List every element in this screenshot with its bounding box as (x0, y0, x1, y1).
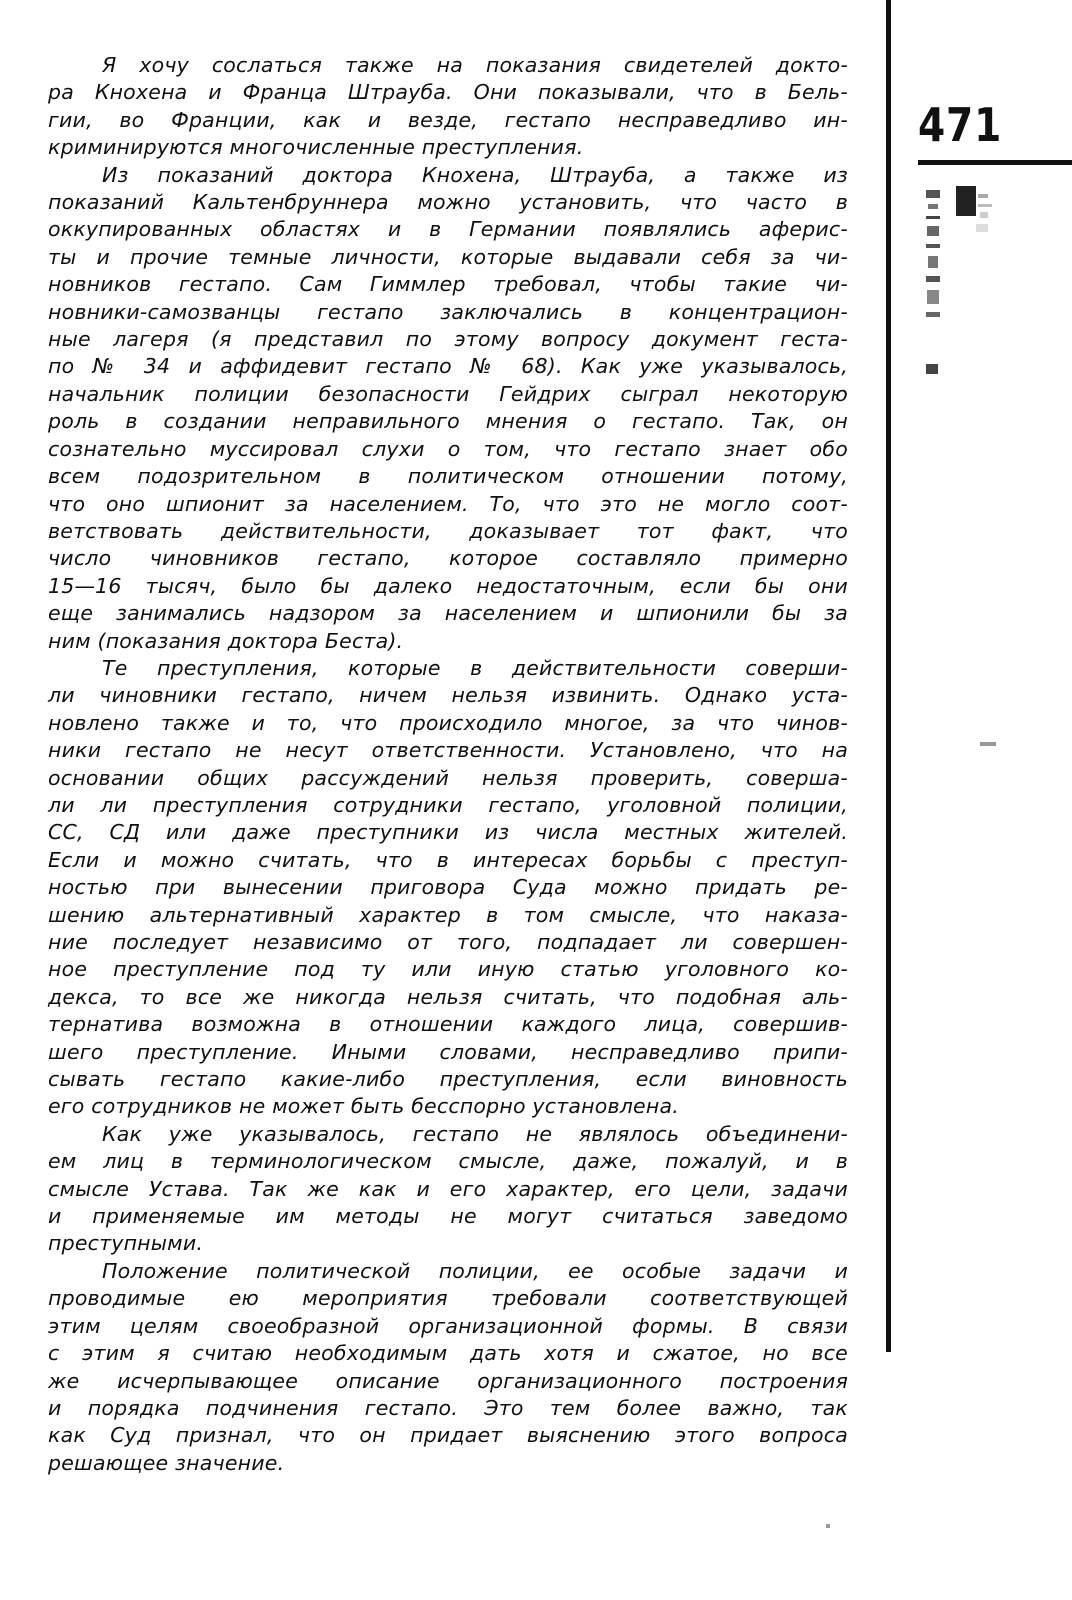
text-line: новлено также и то, что происходило многое, за что чинов- (48, 710, 848, 735)
text-line: ники гестапо не несут ответственности. Установлено, что на (48, 738, 848, 763)
text-line: ли ли преступления сотрудники гестапо, уголовной полиции, (48, 792, 848, 817)
scan-speck (980, 742, 996, 746)
text-line: ностью при вынесении приговора Суда можно придать ре- (48, 875, 848, 900)
text-line: ное преступление под ту или иную статью уголовного ко- (48, 957, 848, 982)
page-number: 471 (918, 98, 1003, 152)
text-line: ем лиц в терминологическом смысле, даже, пожалуй, и в (48, 1149, 848, 1174)
paragraph (48, 655, 848, 1121)
library-stamp-mark (926, 180, 996, 400)
paragraph (48, 1121, 848, 1258)
scan-speck (826, 1524, 830, 1528)
paragraph (48, 162, 848, 655)
text-line: шего преступление. Иными словами, несправедливо припи- (48, 1039, 848, 1064)
text-line: Если и можно считать, что в интересах борьбы с преступ- (48, 847, 848, 872)
text-line: ные лагеря (я представил по этому вопросу документ геста- (48, 327, 848, 352)
text-line: ра Кнохена и Франца Штрауба. Они показывали, что в Бель- (48, 80, 848, 105)
text-line: число чиновников гестапо, которое составляло примерно (48, 546, 848, 571)
text-line: ли чиновники гестапо, ничем нельзя извинить. Однако уста- (48, 683, 848, 708)
text-line: Из показаний доктора Кнохена, Штрауба, а также из (102, 162, 848, 187)
text-line: смысле Устава. Так же как и его характер, его цели, задачи (48, 1176, 848, 1201)
paragraph (48, 52, 848, 162)
text-line: показаний Кальтенбруннера можно установить, что часто в (48, 190, 848, 215)
text-line: новников гестапо. Сам Гиммлер требовал, чтобы такие чи- (48, 272, 848, 297)
text-line: СС, СД или даже преступники из числа местных жителей. (48, 820, 848, 845)
text-line: тернатива возможна в отношении каждого лица, совершив- (48, 1012, 848, 1037)
text-line: этим целям своеобразной организационной формы. В связи (48, 1313, 848, 1338)
text-line: Положение политической полиции, ее особые задачи и (102, 1258, 848, 1283)
text-line: всем подозрительном в политическом отношении потому, (48, 464, 848, 489)
text-line: его сотрудников не может быть бесспорно установлена. (48, 1094, 679, 1119)
text-line: декса, то все же никогда нельзя считать, что подобная аль- (48, 984, 848, 1009)
text-line: новники-самозванцы гестапо заключались в концентрацион- (48, 299, 848, 324)
paragraph (48, 1258, 848, 1477)
text-line: ветствовать действительности, доказывает тот факт, что (48, 518, 848, 543)
text-line: по № 34 и аффидевит гестапо № 68). Как уже указывалось, (48, 354, 848, 379)
text-line: шению альтернативный характер в том смысле, что наказа- (48, 902, 848, 927)
text-line: гии, во Франции, как и везде, гестапо несправедливо ин- (48, 107, 848, 132)
text-line: и применяемые им методы не могут считаться заведомо (48, 1204, 848, 1229)
text-line: начальник полиции безопасности Гейдрих сыграл некоторую (48, 381, 848, 406)
text-line: ние последует независимо от того, подпадает ли совершен- (48, 930, 848, 954)
text-line: роль в создании неправильного мнения о гестапо. Так, он (48, 409, 848, 434)
text-line: как Суд признал, что он придает выяснению этого вопроса (48, 1423, 848, 1448)
text-line: ним (показания доктора Беста). (48, 628, 404, 653)
text-line: Я хочу сослаться также на показания свидетелей докто- (102, 53, 848, 77)
text-line: сывать гестапо какие-либо преступления, если виновность (48, 1067, 848, 1092)
text-line: что оно шпионит за населением. То, что это не могло соот- (48, 491, 848, 516)
text-line: с этим я считаю необходимым дать хотя и сжатое, но все (48, 1341, 848, 1366)
text-line: Те преступления, которые в действительности соверши- (102, 655, 848, 680)
text-line: сознательно муссировал слухи о том, что гестапо знает обо (48, 436, 848, 461)
text-line: основании общих рассуждений нельзя проверить, соверша- (48, 765, 848, 790)
text-line: проводимые ею мероприятия требовали соответствующей (48, 1286, 848, 1311)
document-body (48, 52, 848, 1477)
text-line: оккупированных областях и в Германии появлялись аферис- (48, 217, 848, 242)
text-line: ты и прочие темные личности, которые выдавали себя за чи- (48, 244, 848, 269)
text-line: же исчерпывающее описание организационного построения (48, 1368, 848, 1393)
text-line: и порядка подчинения гестапо. Это тем более важно, так (48, 1395, 848, 1420)
vertical-margin-rule (886, 0, 891, 1352)
text-line: 15—16 тысяч, было бы далеко недостаточным, если бы они (48, 573, 848, 598)
text-line: решающее значение. (48, 1450, 285, 1475)
text-line: преступными. (48, 1231, 204, 1256)
text-line: еще занимались надзором за населением и шпионили бы за (48, 601, 848, 626)
text-line: Как уже указывалось, гестапо не являлось объединени- (102, 1121, 848, 1146)
page-number-rule (918, 160, 1072, 165)
text-line: криминируются многочисленные преступления. (48, 135, 584, 160)
